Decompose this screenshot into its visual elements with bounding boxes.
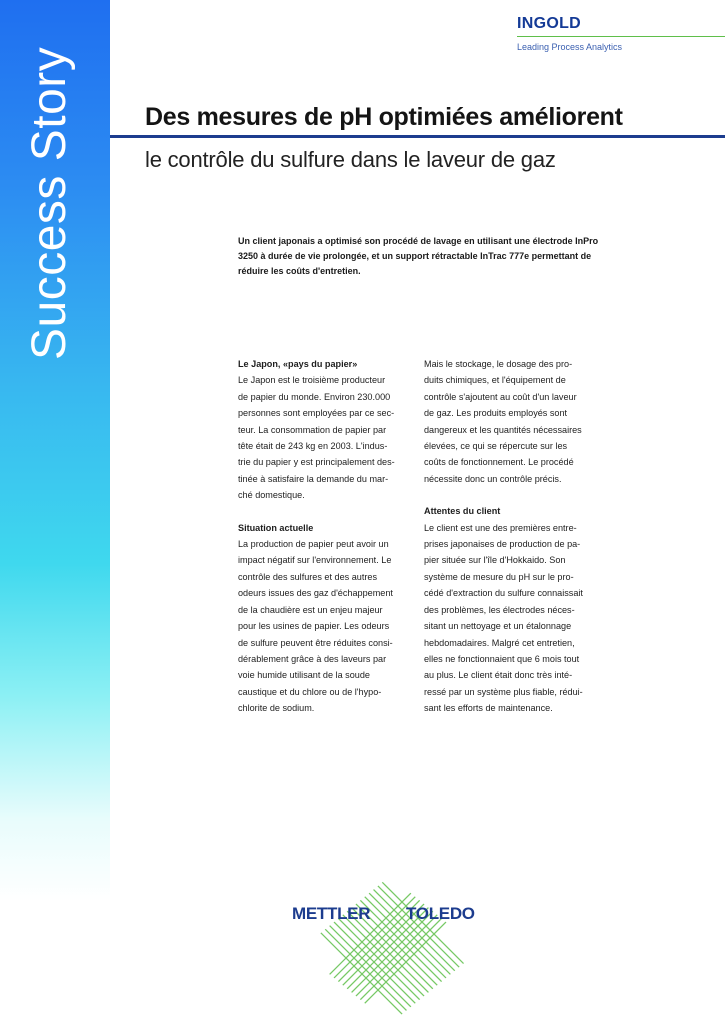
situation-line: voie humide utilisant de la soude [238,670,370,681]
paragraph-gap [424,487,594,503]
storage-line: Mais le stockage, le dosage des pro- [424,359,573,369]
storage-line: coûts de fonctionnement. Le procédé [424,457,574,468]
brand-name: INGOLD [517,15,582,32]
situation-line: impact négatif sur l'environnement. Le [238,555,392,566]
japan-line: trie du papier y est principalement des- [238,457,395,468]
situation-line: caustique et du chlore ou de l'hypo- [238,686,382,697]
logo-diamond-pattern [240,876,480,1024]
japan-line: de papier du monde. Environ 230.000 [238,391,391,402]
expectations-line: elles ne fonctionnaient que 6 mois tout [424,653,580,664]
logo-toledo: TOLEDO [406,904,475,923]
ingold-brand [517,14,725,54]
expectations-line: prises japonaises de production de pa- [424,539,581,550]
japan-line: Le Japon est le troisième producteur [238,375,386,386]
intro-paragraph: Un client japonais a optimisé son procédé de lavage en utilisant une électrode InPro 3250 à durée de vie prolongée, et un support rétractable InTrac 777e permettant de réduire les coûts d'entretien. [238,236,599,276]
headline-line-2: le contrôle du sulfure dans le laveur de gaz [145,147,556,172]
column-left [238,356,408,717]
situation-line: de la chaudière est un enjeu majeur [238,604,383,615]
expectations-line: système de mesure du pH sur le pro- [424,571,574,582]
japan-line: tête était de 243 kg en 2003. L'indus- [238,441,388,452]
expectations-line: au plus. Le client était donc très inté- [424,670,573,681]
japan-line: teur. La consommation de papier par [238,424,387,435]
situation-line: odeurs issues des gaz d'échappement [238,588,393,599]
logo-mettler: METTLER [292,904,371,923]
situation-line: chlorite de sodium. [238,703,315,714]
side-gradient-band [0,0,110,1024]
situation-line: contrôle des sulfures et des autres [238,571,378,582]
storage-line: de gaz. Les produits employés sont [424,408,568,419]
japan-line: tinée à satisfaire la demande du mar- [238,473,389,484]
expectations-line: sitant un nettoyage et un étalonnage [424,621,572,632]
headline-line-1-wrap [145,100,720,134]
headline-rule [110,135,725,138]
section-heading-situation: Situation actuelle [238,522,314,533]
section-heading-expectations: Attentes du client [424,506,501,517]
expectations-line: des problèmes, les électrodes néces- [424,604,575,615]
storage-line: contrôle s'ajoutent au coût d'un laveur [424,391,577,402]
situation-line: La production de papier peut avoir un [238,539,389,550]
storage-line: nécessite donc un contrôle précis. [424,473,562,484]
expectations-line: pier située sur l'île d'Hokkaido. Son [424,555,566,566]
expectations-line: hebdomadaires. Malgré cet entretien, [424,637,575,648]
expectations-line: cédé d'extraction du sulfure connaissait [424,588,583,599]
section-heading-japan: Le Japon, «pays du papier» [238,359,358,369]
expectations-line: sant les efforts de maintenance. [424,703,553,714]
mettler-toledo-logo [240,876,480,1024]
brand-tagline: Leading Process Analytics [517,42,623,52]
storage-line: dangereux et les quantités nécessaires [424,424,582,435]
situation-line: dérablement grâce à des laveurs par [238,653,387,664]
success-story-title: Success Story [23,46,76,360]
expectations-line: ressé par un système plus fiable, rédui- [424,686,583,697]
brand-divider [517,36,725,37]
situation-line: pour les usines de papier. Les odeurs [238,621,390,632]
japan-line: ché domestique. [238,490,305,501]
japan-line: personnes sont employées par ce sec- [238,408,395,419]
paragraph-gap [238,504,408,520]
storage-line: duits chimiques, et l'équipement de [424,375,566,386]
situation-line: de sulfure peuvent être réduites consi- [238,637,393,648]
headline-line-1: Des mesures de pH optimiées améliorent [145,103,623,131]
expectations-line: Le client est une des premières entre- [424,522,577,533]
storage-line: élevées, ce qui se répercute sur les [424,441,568,452]
column-right [424,356,594,717]
